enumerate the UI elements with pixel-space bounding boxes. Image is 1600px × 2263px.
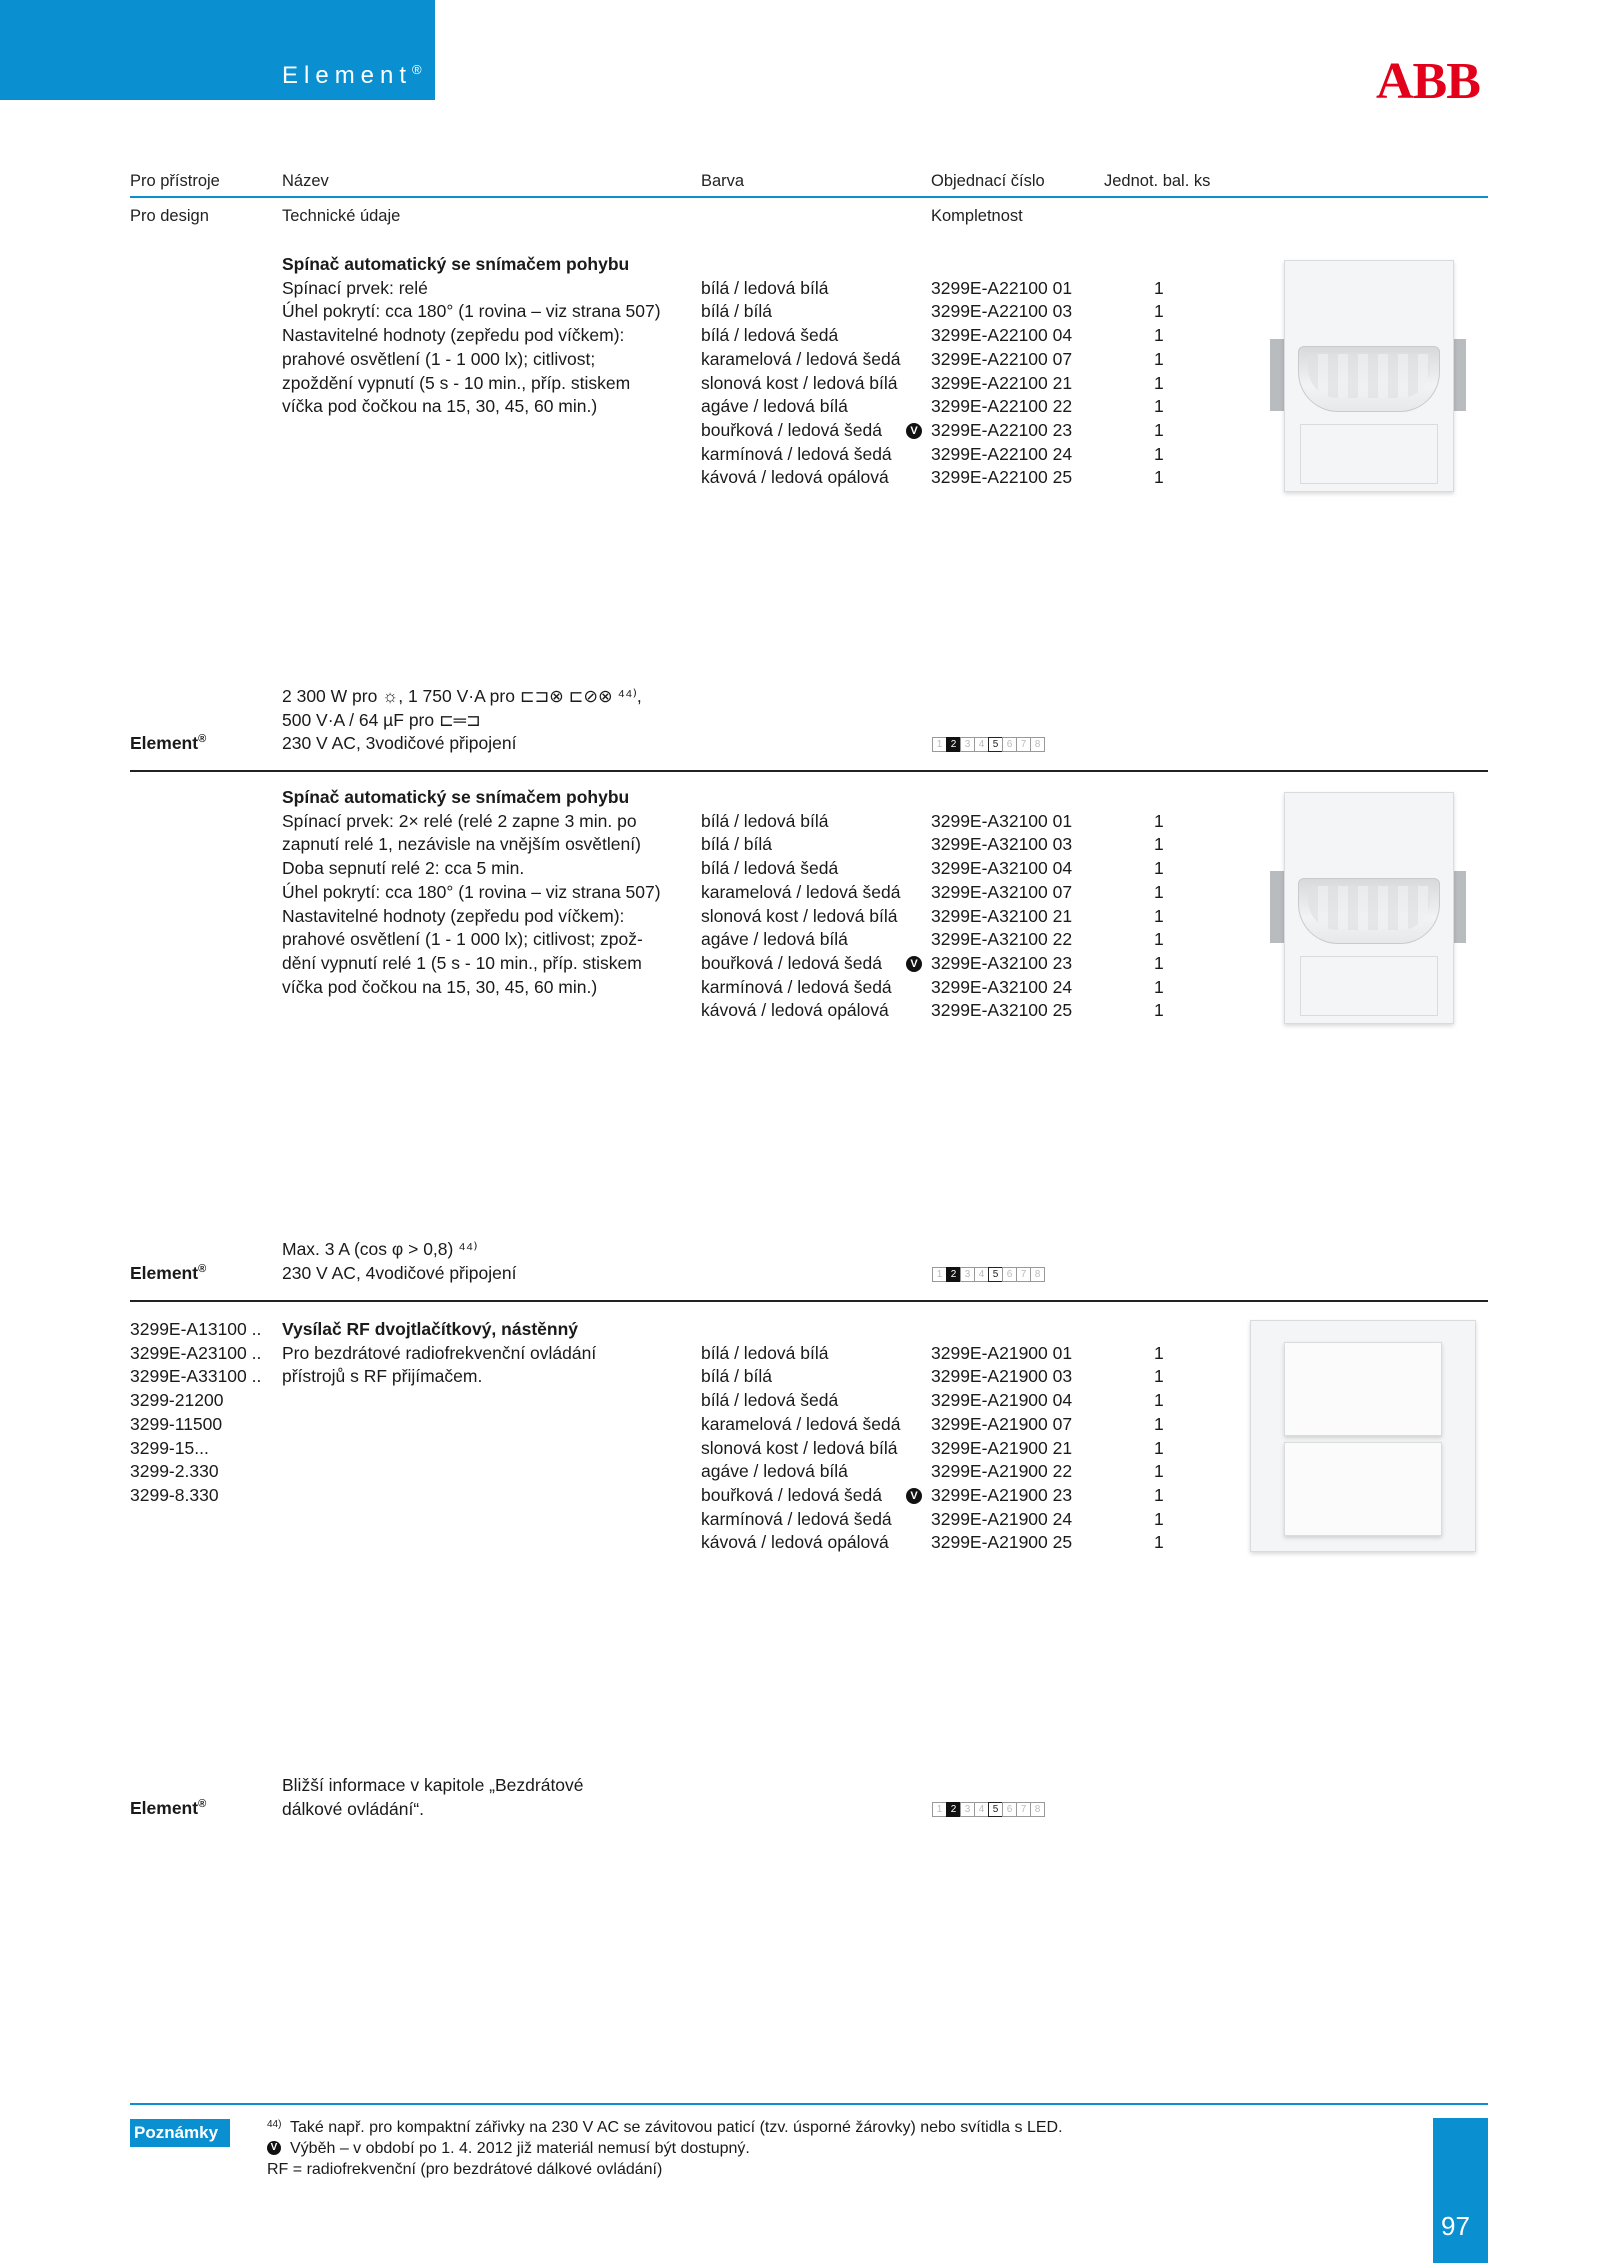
motion-sensor-image xyxy=(1248,786,1480,1036)
order-number: 3299E-A32100 23 xyxy=(931,952,1073,973)
compatible-device: 3299-2.330 xyxy=(130,1461,219,1482)
brand-title: Element® xyxy=(282,62,422,89)
order-number: 3299E-A32100 03 xyxy=(931,834,1073,855)
rocker-bottom xyxy=(1284,1442,1442,1536)
product-title: Spínač automatický se snímačem pohybu xyxy=(282,787,630,807)
pack-quantity: 1 xyxy=(1154,372,1164,393)
description-line: víčka pod čočkou na 15, 30, 45, 60 min.) xyxy=(282,976,598,997)
pack-quantity: 1 xyxy=(1154,976,1164,997)
order-number: 3299E-A32100 07 xyxy=(931,881,1073,902)
completeness-cell: 1 xyxy=(932,1267,947,1282)
phase-out-icon: V xyxy=(906,1488,922,1504)
frame-side-left xyxy=(1270,871,1284,943)
footer-rule xyxy=(130,2103,1488,2105)
compatible-device: 3299-8.330 xyxy=(130,1484,219,1505)
color-variant: karmínová / ledová šedá xyxy=(701,976,892,997)
compatible-device: 3299E-A33100 .. xyxy=(130,1366,262,1387)
completeness-cell: 1 xyxy=(932,1802,947,1817)
order-number: 3299E-A32100 21 xyxy=(931,905,1073,926)
design-label xyxy=(130,1263,206,1284)
col-header-device: Pro přístroje xyxy=(130,172,220,190)
product-title: Spínač automatický se snímačem pohybu xyxy=(282,254,630,274)
order-number: 3299E-A21900 03 xyxy=(931,1366,1073,1387)
completeness-cell: 8 xyxy=(1030,737,1045,752)
technical-data: Bližší informace v kapitole „Bezdrátové xyxy=(282,1775,584,1795)
compatible-device: 3299-15... xyxy=(130,1437,209,1458)
completeness-cell: 6 xyxy=(1002,1267,1017,1282)
description-line: přístrojů s RF přijímačem. xyxy=(282,1366,483,1387)
technical-data: Max. 3 A (cos φ > 0,8) ⁴⁴⁾ xyxy=(282,1239,478,1259)
notes-label: Poznámky xyxy=(130,2119,230,2147)
completeness-cell: 8 xyxy=(1030,1802,1045,1817)
motion-sensor-image xyxy=(1248,254,1480,504)
phase-out-icon: V xyxy=(906,956,922,972)
completeness-cell: 2 xyxy=(946,1802,961,1817)
description-line: Úhel pokrytí: cca 180° (1 rovina – viz strana 507) xyxy=(282,881,661,902)
pack-quantity: 1 xyxy=(1154,834,1164,855)
color-variant: bílá / ledová šedá xyxy=(701,1390,839,1411)
order-number: 3299E-A22100 03 xyxy=(931,301,1073,322)
phase-out-icon: V xyxy=(267,2141,281,2155)
color-variant: kávová / ledová opálová xyxy=(701,1000,889,1021)
completeness-cell: 2 xyxy=(946,737,961,752)
order-number: 3299E-A21900 07 xyxy=(931,1413,1073,1434)
completeness-cell: 3 xyxy=(960,737,975,752)
technical-data: 230 V AC, 3vodičové připojení xyxy=(282,733,517,754)
frame-side-left xyxy=(1270,339,1284,411)
order-number: 3299E-A32100 22 xyxy=(931,929,1073,950)
pack-quantity: 1 xyxy=(1154,881,1164,902)
completeness-cell: 1 xyxy=(932,737,947,752)
sensor-cap xyxy=(1300,424,1438,484)
color-variant: slonová kost / ledová bílá xyxy=(701,372,898,393)
color-variant: karamelová / ledová šedá xyxy=(701,348,901,369)
lens-segments xyxy=(1308,354,1430,398)
rf-transmitter-image xyxy=(1248,1320,1480,1560)
order-number: 3299E-A22100 22 xyxy=(931,396,1073,417)
color-variant: agáve / ledová bílá xyxy=(701,929,848,950)
col-header-order: Objednací číslo xyxy=(931,172,1045,190)
compatible-device: 3299-21200 xyxy=(130,1390,224,1411)
color-variant: kávová / ledová opálová xyxy=(701,467,889,488)
lens-segments xyxy=(1308,886,1430,930)
pack-quantity: 1 xyxy=(1154,467,1164,488)
completeness-cell: 7 xyxy=(1016,1267,1031,1282)
color-variant: karmínová / ledová šedá xyxy=(701,1508,892,1529)
order-number: 3299E-A32100 01 xyxy=(931,810,1073,831)
description-line: Pro bezdrátové radiofrekvenční ovládání xyxy=(282,1342,597,1363)
note-rf: RF = radiofrekvenční (pro bezdrátové dálkové ovládání) xyxy=(267,2161,663,2178)
pack-quantity: 1 xyxy=(1154,1000,1164,1021)
color-variant: bílá / bílá xyxy=(701,834,773,855)
completeness-cell: 4 xyxy=(974,737,989,752)
pack-quantity: 1 xyxy=(1154,1532,1164,1553)
order-number: 3299E-A22100 23 xyxy=(931,419,1073,440)
order-number: 3299E-A21900 23 xyxy=(931,1484,1073,1505)
order-number: 3299E-A32100 24 xyxy=(931,976,1073,997)
design-label xyxy=(130,1798,206,1819)
pack-quantity: 1 xyxy=(1154,396,1164,417)
pack-quantity: 1 xyxy=(1154,1413,1164,1434)
color-variant: slonová kost / ledová bílá xyxy=(701,905,898,926)
description-line: Spínací prvek: 2× relé (relé 2 zapne 3 min. po xyxy=(282,810,637,831)
color-variant: bílá / ledová bílá xyxy=(701,810,829,831)
order-number: 3299E-A21900 25 xyxy=(931,1532,1073,1553)
description-line: dění vypnutí relé 1 (5 s - 10 min., příp. stiskem xyxy=(282,952,642,973)
design-label xyxy=(130,733,206,754)
description-line: Nastavitelné hodnoty (zepředu pod víčkem): xyxy=(282,905,625,926)
color-variant: bílá / bílá xyxy=(701,1366,773,1387)
completeness-cell: 4 xyxy=(974,1802,989,1817)
pack-quantity: 1 xyxy=(1154,858,1164,879)
completeness-cell: 8 xyxy=(1030,1267,1045,1282)
pack-quantity: 1 xyxy=(1154,905,1164,926)
color-variant: karmínová / ledová šedá xyxy=(701,443,892,464)
compatible-device: 3299E-A13100 .. xyxy=(130,1319,262,1339)
section-rule xyxy=(130,1300,1488,1302)
order-number: 3299E-A21900 04 xyxy=(931,1390,1073,1411)
order-number: 3299E-A21900 22 xyxy=(931,1461,1073,1482)
pack-quantity: 1 xyxy=(1154,277,1164,298)
completeness-grid xyxy=(932,1267,1044,1282)
color-variant: bílá / bílá xyxy=(701,301,773,322)
completeness-cell: 6 xyxy=(1002,1802,1017,1817)
technical-data: dálkové ovládání“. xyxy=(282,1798,425,1819)
frame-side-right xyxy=(1452,339,1466,411)
col-header-completeness: Kompletnost xyxy=(931,207,1023,225)
pack-quantity: 1 xyxy=(1154,1390,1164,1411)
color-variant: karamelová / ledová šedá xyxy=(701,881,901,902)
product-title: Vysílač RF dvojtlačítkový, nástěnný xyxy=(282,1319,578,1339)
pack-quantity: 1 xyxy=(1154,952,1164,973)
technical-data: 500 V·A / 64 µF pro ⊏═⊐ xyxy=(282,709,481,730)
pack-quantity: 1 xyxy=(1154,1508,1164,1529)
col-header-design: Pro design xyxy=(130,207,209,225)
header-rule xyxy=(130,196,1488,198)
color-variant: agáve / ledová bílá xyxy=(701,396,848,417)
note-ref-44: 44) xyxy=(267,2119,282,2130)
color-variant: kávová / ledová opálová xyxy=(701,1532,889,1553)
col-header-name: Název xyxy=(282,172,329,190)
color-variant: bílá / ledová šedá xyxy=(701,325,839,346)
design-name: Element xyxy=(130,1263,199,1283)
order-number: 3299E-A32100 04 xyxy=(931,858,1073,879)
color-variant: bílá / ledová šedá xyxy=(701,858,839,879)
pack-quantity: 1 xyxy=(1154,1437,1164,1458)
pack-quantity: 1 xyxy=(1154,325,1164,346)
pack-quantity: 1 xyxy=(1154,419,1164,440)
order-number: 3299E-A22100 07 xyxy=(931,348,1073,369)
completeness-cell: 7 xyxy=(1016,737,1031,752)
order-number: 3299E-A21900 24 xyxy=(931,1508,1073,1529)
order-number: 3299E-A21900 21 xyxy=(931,1437,1073,1458)
color-variant: agáve / ledová bílá xyxy=(701,1461,848,1482)
completeness-cell: 2 xyxy=(946,1267,961,1282)
frame-side-right xyxy=(1452,871,1466,943)
color-variant: bílá / ledová bílá xyxy=(701,277,829,298)
completeness-grid xyxy=(932,737,1044,752)
design-name: Element xyxy=(130,733,199,753)
order-number: 3299E-A32100 25 xyxy=(931,1000,1073,1021)
color-variant: karamelová / ledová šedá xyxy=(701,1413,901,1434)
description-line: Nastavitelné hodnoty (zepředu pod víčkem): xyxy=(282,325,625,346)
pack-quantity: 1 xyxy=(1154,1461,1164,1482)
completeness-grid xyxy=(932,1802,1044,1817)
color-variant: bouřková / ledová šedá xyxy=(701,419,882,440)
pack-quantity: 1 xyxy=(1154,1366,1164,1387)
pack-quantity: 1 xyxy=(1154,301,1164,322)
description-line: Úhel pokrytí: cca 180° (1 rovina – viz strana 507) xyxy=(282,301,661,322)
description-line: Spínací prvek: relé xyxy=(282,277,428,298)
registered-mark: ® xyxy=(198,1263,207,1276)
description-line: Doba sepnutí relé 2: cca 5 min. xyxy=(282,858,525,879)
col-header-qty: Jednot. bal. ks xyxy=(1104,172,1211,190)
description-line: prahové osvětlení (1 - 1 000 lx); citlivost; zpož- xyxy=(282,929,643,950)
pack-quantity: 1 xyxy=(1154,443,1164,464)
completeness-cell: 5 xyxy=(988,737,1003,752)
description-line: zapnutí relé 1, nezávisle na vnějším osvětlení) xyxy=(282,834,641,855)
pack-quantity: 1 xyxy=(1154,810,1164,831)
technical-data: 230 V AC, 4vodičové připojení xyxy=(282,1262,517,1283)
order-number: 3299E-A22100 01 xyxy=(931,277,1073,298)
rocker-top xyxy=(1284,1342,1442,1436)
registered-mark: ® xyxy=(198,1798,207,1811)
completeness-cell: 7 xyxy=(1016,1802,1031,1817)
color-variant: bouřková / ledová šedá xyxy=(701,952,882,973)
design-name: Element xyxy=(130,1798,199,1818)
description-line: víčka pod čočkou na 15, 30, 45, 60 min.) xyxy=(282,396,598,417)
compatible-device: 3299E-A23100 .. xyxy=(130,1342,262,1363)
completeness-cell: 5 xyxy=(988,1802,1003,1817)
completeness-cell: 3 xyxy=(960,1802,975,1817)
pack-quantity: 1 xyxy=(1154,1342,1164,1363)
color-variant: bílá / ledová bílá xyxy=(701,1342,829,1363)
phase-out-icon: V xyxy=(906,423,922,439)
registered-mark: ® xyxy=(198,733,207,746)
section-rule xyxy=(130,770,1488,772)
completeness-cell: 4 xyxy=(974,1267,989,1282)
color-variant: slonová kost / ledová bílá xyxy=(701,1437,898,1458)
completeness-cell: 6 xyxy=(1002,737,1017,752)
description-line: prahové osvětlení (1 - 1 000 lx); citlivost; xyxy=(282,348,596,369)
note-44: Také např. pro kompaktní zářivky na 230 V AC se závitovou paticí (tzv. úsporné žárovky) nebo svítidla s LED. xyxy=(290,2119,1063,2136)
pack-quantity: 1 xyxy=(1154,1484,1164,1505)
description-line: zpoždění vypnutí (5 s - 10 min., příp. stiskem xyxy=(282,372,631,393)
completeness-cell: 3 xyxy=(960,1267,975,1282)
abb-logo: ABB xyxy=(1376,53,1480,110)
technical-data: 2 300 W pro ☼, 1 750 V·A pro ⊏⊐⊗ ⊏⊘⊗ ⁴⁴⁾, xyxy=(282,686,642,706)
pack-quantity: 1 xyxy=(1154,348,1164,369)
order-number: 3299E-A22100 24 xyxy=(931,443,1073,464)
order-number: 3299E-A22100 04 xyxy=(931,325,1073,346)
sensor-cap xyxy=(1300,956,1438,1016)
color-variant: bouřková / ledová šedá xyxy=(701,1484,882,1505)
completeness-cell: 5 xyxy=(988,1267,1003,1282)
order-number: 3299E-A21900 01 xyxy=(931,1342,1073,1363)
order-number: 3299E-A22100 25 xyxy=(931,467,1073,488)
note-phase-out: Výběh – v období po 1. 4. 2012 již materiál nemusí být dostupný. xyxy=(290,2140,750,2157)
pack-quantity: 1 xyxy=(1154,929,1164,950)
col-header-tech: Technické údaje xyxy=(282,207,401,225)
col-header-color: Barva xyxy=(701,172,745,190)
order-number: 3299E-A22100 21 xyxy=(931,372,1073,393)
page-number: 97 xyxy=(1441,2211,1470,2241)
compatible-device: 3299-11500 xyxy=(130,1413,223,1434)
